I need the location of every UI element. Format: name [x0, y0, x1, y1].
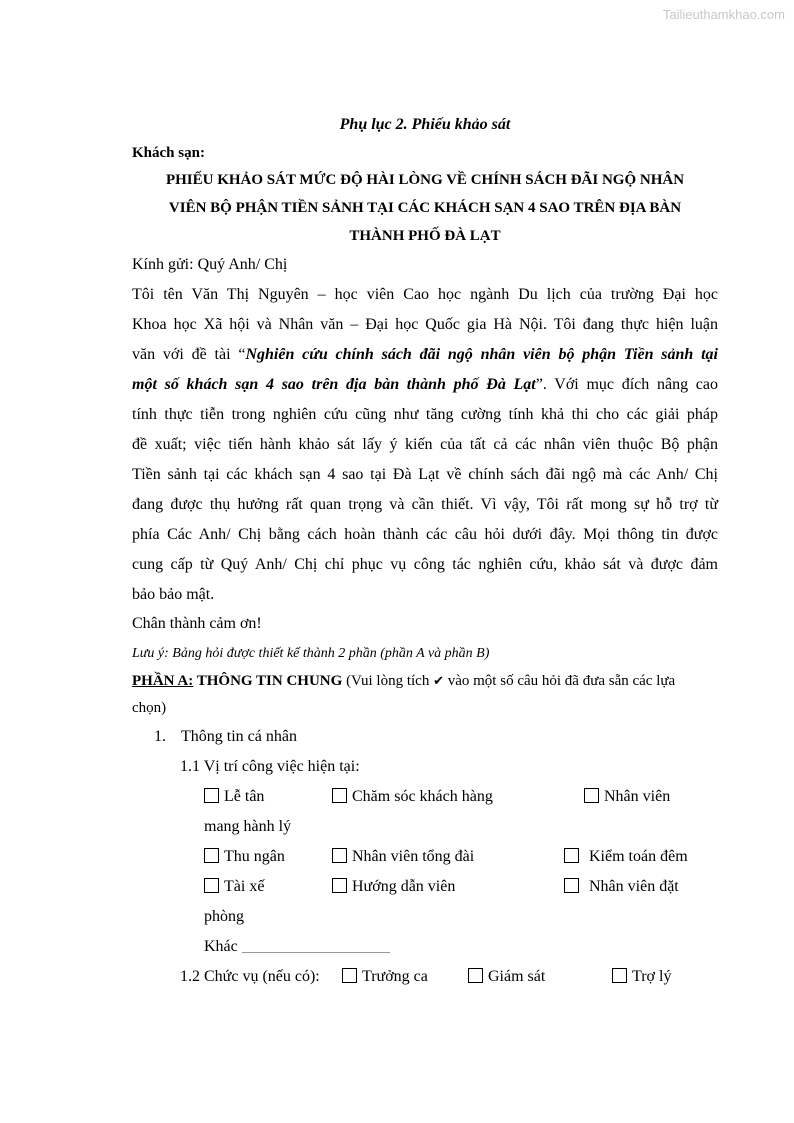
survey-title-line-3: THÀNH PHỐ ĐÀ LẠT: [349, 228, 501, 244]
intro-line: Khoa học Xã hội và Nhân văn – Đại học Quốc gia Hà Nội. Tôi đang thực hiện luận: [132, 316, 718, 333]
checkbox[interactable]: [564, 878, 579, 893]
greeting: Kính gửi: Quý Anh/ Chị: [132, 256, 288, 273]
checkbox[interactable]: [584, 788, 599, 803]
intro-line: bảo bảo mật.: [132, 586, 215, 603]
option-label: Giám sát: [488, 968, 546, 985]
option-label: Nhân viên: [604, 788, 671, 805]
intro-text: ”. Với mục đích nâng cao: [535, 376, 719, 393]
intro-line: đang được thụ hưởng rất quan trọng và cần thiết. Vì vậy, Tôi rất mong sự hỗ trợ từ: [132, 496, 718, 513]
intro-line: tính thực tiễn trong nghiên cứu cũng như tăng cường tính khả thi cho các giải pháp: [132, 406, 718, 423]
checkbox[interactable]: [332, 878, 347, 893]
option-truong-ca[interactable]: [342, 968, 428, 986]
option-label: Chăm sóc khách hàng: [352, 788, 493, 805]
option-khac[interactable]: [204, 938, 390, 956]
other-input-line[interactable]: [242, 938, 390, 953]
note: Lưu ý: Bảng hỏi được thiết kế thành 2 phần (phần A và phần B): [132, 646, 490, 661]
option-giam-sat[interactable]: [468, 968, 545, 986]
checkbox[interactable]: [332, 788, 347, 803]
checkbox[interactable]: [204, 878, 219, 893]
option-kiem-toan[interactable]: [564, 848, 688, 866]
intro-line: đề xuất; việc tiến hành khảo sát lấy ý kiến của tất cả các nhân viên thuộc Bộ phận: [132, 436, 718, 453]
option-huong-dan[interactable]: [332, 878, 455, 896]
survey-title-line-2: VIÊN BỘ PHẬN TIỀN SẢNH TẠI CÁC KHÁCH SẠN 4 SAO TRÊN ĐỊA BÀN: [168, 200, 682, 216]
check-icon: ✔: [433, 673, 444, 688]
part-a-title: THÔNG TIN CHUNG: [193, 673, 343, 689]
intro-line: Tiền sảnh tại các khách sạn 4 sao tại Đà Lạt về chính sách đãi ngộ mà các Anh/ Chị: [132, 466, 718, 483]
option-label: Trưởng ca: [362, 968, 428, 985]
option-tai-xe[interactable]: [204, 878, 264, 896]
thesis-title: một số khách sạn 4 sao trên địa bàn thành phố Đà Lạt: [132, 376, 536, 393]
thesis-title: Nghiên cứu chính sách đãi ngộ nhân viên bộ phận Tiền sảnh tại: [245, 346, 719, 363]
checkbox[interactable]: [612, 968, 627, 983]
option-dat-phong[interactable]: [564, 878, 679, 896]
option-le-tan[interactable]: [204, 788, 264, 806]
option-label: Kiểm toán đêm: [589, 848, 688, 865]
intro-line: cung cấp từ Quý Anh/ Chị chỉ phục vụ công tác nghiên cứu, khảo sát và được đảm: [132, 556, 718, 573]
part-a-instruction: (Vui lòng tích: [342, 673, 434, 689]
option-label: Lễ tân: [224, 788, 265, 805]
intro-line: [132, 376, 718, 394]
intro-line: [132, 346, 718, 364]
question-1-1: 1.1 Vị trí công việc hiện tại:: [180, 758, 360, 775]
section-1-number: 1.: [154, 728, 166, 745]
watermark: Tailieuthamkhao.com: [662, 7, 785, 22]
option-thu-ngan[interactable]: [204, 848, 285, 866]
checkbox[interactable]: [342, 968, 357, 983]
thanks: Chân thành cảm ơn!: [132, 615, 262, 632]
checkbox[interactable]: [204, 788, 219, 803]
part-a-instruction-cont: chọn): [132, 700, 167, 716]
option-label: Tài xế: [224, 878, 265, 895]
survey-title-line-1: PHIẾU KHẢO SÁT MỨC ĐỘ HÀI LÒNG VỀ CHÍNH SÁCH ĐÃI NGỘ NHÂN: [165, 172, 685, 188]
part-a-label: PHẦN A:: [132, 673, 194, 689]
part-a-instruction: vào một số câu hỏi đã đưa sẵn các lựa: [443, 673, 676, 689]
intro-text: văn với đề tài “: [132, 346, 246, 363]
option-label: Trợ lý: [632, 968, 672, 985]
option-tro-ly[interactable]: [612, 968, 671, 986]
option-label-cont: phòng: [204, 908, 244, 925]
intro-line: phía Các Anh/ Chị bằng cách hoàn thành các câu hỏi dưới đây. Mọi thông tin được: [132, 526, 718, 543]
question-1-2: 1.2 Chức vụ (nếu có):: [180, 968, 320, 985]
option-label: Nhân viên tổng đài: [352, 848, 475, 865]
option-label-cont: mang hành lý: [204, 818, 292, 835]
appendix-title: Phụ lục 2. Phiếu khảo sát: [339, 116, 511, 133]
option-label: Khác: [204, 938, 238, 955]
checkbox[interactable]: [564, 848, 579, 863]
option-label: Nhân viên đặt: [589, 878, 679, 895]
option-label: Hướng dẫn viên: [352, 878, 456, 895]
section-1-title: Thông tin cá nhân: [181, 728, 297, 745]
intro-line: Tôi tên Văn Thị Nguyên – học viên Cao học ngành Du lịch của trường Đại học: [132, 286, 718, 303]
part-a-heading: [132, 673, 718, 690]
option-nv-hanh-ly[interactable]: [584, 788, 670, 806]
option-tong-dai[interactable]: [332, 848, 474, 866]
hotel-label: Khách sạn:: [132, 145, 205, 161]
checkbox[interactable]: [204, 848, 219, 863]
checkbox[interactable]: [332, 848, 347, 863]
option-cham-soc[interactable]: [332, 788, 493, 806]
checkbox[interactable]: [468, 968, 483, 983]
option-label: Thu ngân: [224, 848, 285, 865]
